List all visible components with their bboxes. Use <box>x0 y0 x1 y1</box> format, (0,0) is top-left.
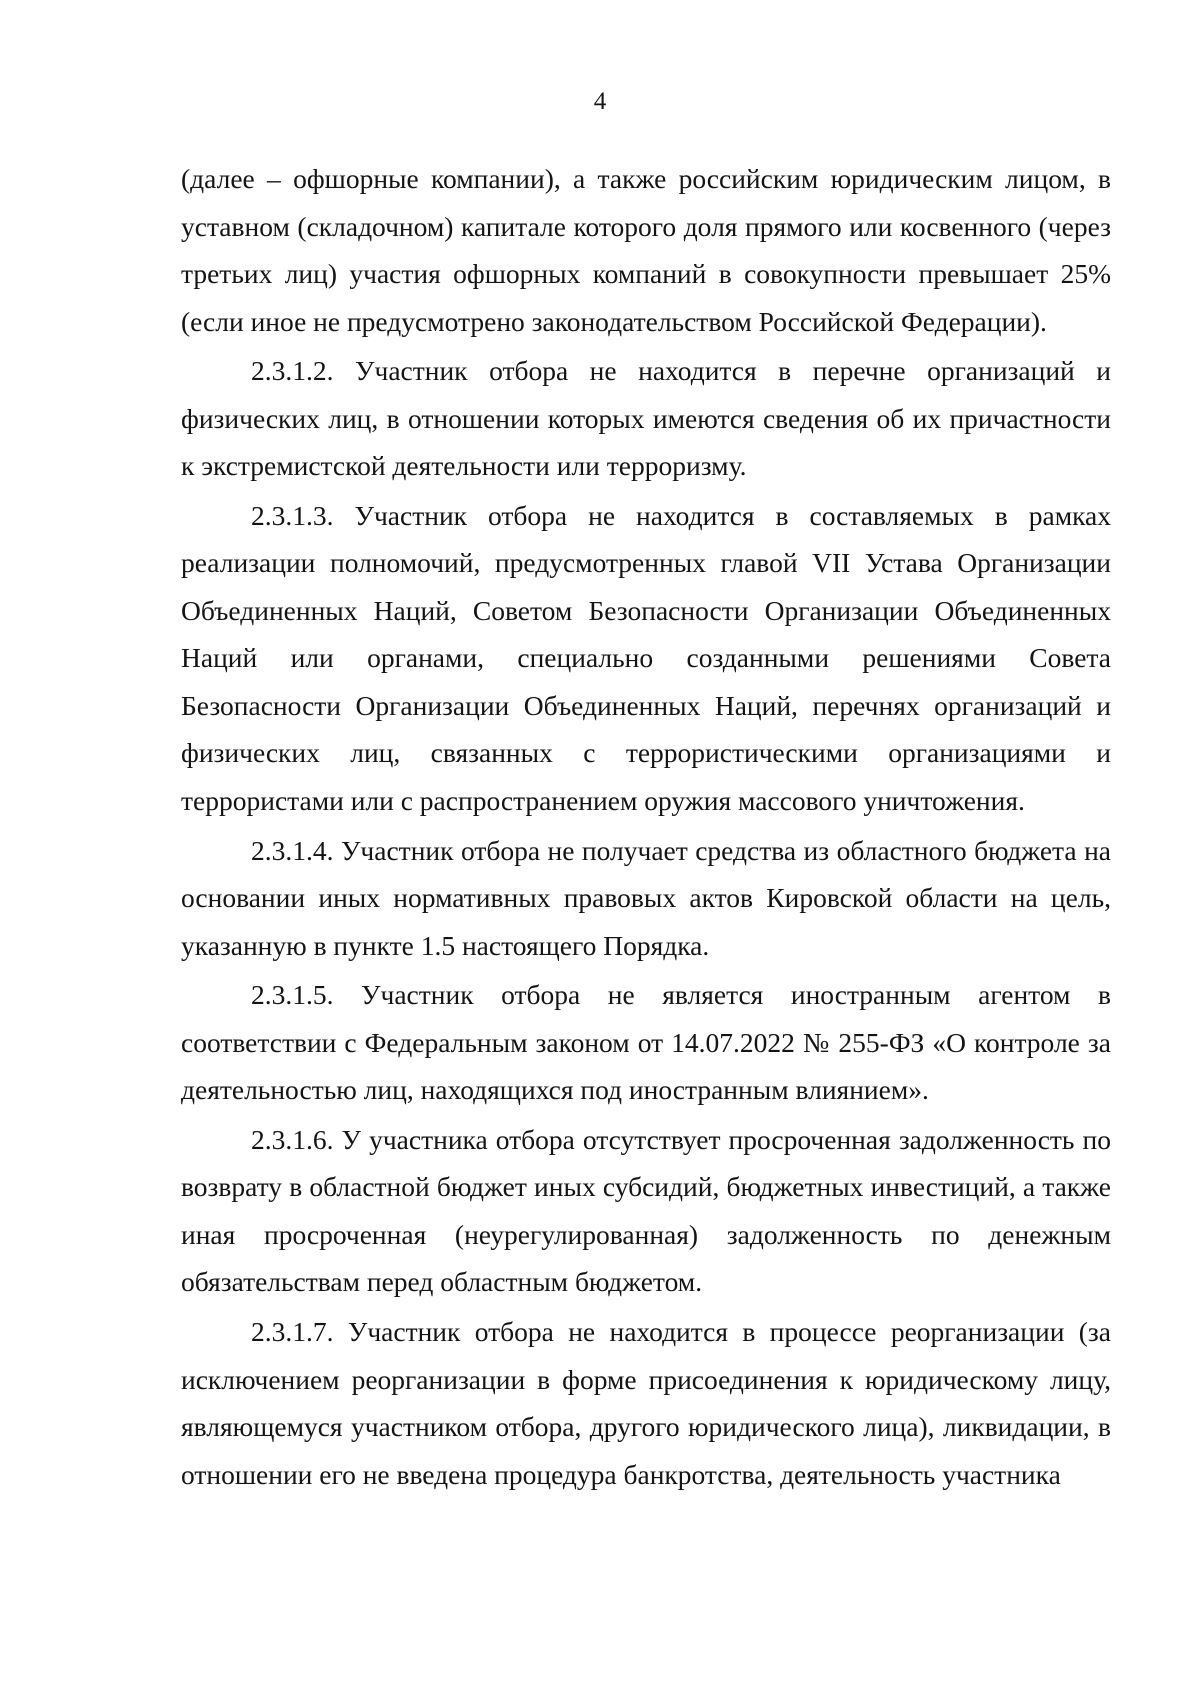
paragraph-2-3-1-5: 2.3.1.5. Участник отбора не является иностранным агентом в соответствии с Федеральным законом от 14.07.2022 № 255-ФЗ «О контроле за деятельностью лиц, находящихся под иностранным влиянием». <box>181 979 1111 1106</box>
page-number: 4 <box>593 88 607 115</box>
paragraph-2-3-1-4: 2.3.1.4. Участник отбора не получает средства из областного бюджета на основании иных нормативных правовых актов Кировской области на цель, указанную в пункте 1.5 настоящего Порядка. <box>181 834 1111 961</box>
paragraph-2-3-1-7: 2.3.1.7. Участник отбора не находится в процессе реорганизации (за исключением реорганизации в форме присоединения к юридическому лицу, являющемуся участником отбора, другого юридического лица), ликвидации, в отношении его не введена процедура банкротства, деятельность участника <box>181 1316 1111 1490</box>
paragraph-2-3-1-3: 2.3.1.3. Участник отбора не находится в составляемых в рамках реализации полномочий, предусмотренных главой VII Устава Организации Объединенных Наций, Советом Безопасности Организации Объединенных Наций или органами, специально созданными решениями Совета Безопасности Организации Объединенных Наций, перечнях организаций и физических лиц, связанных с террористическими организациями и террористами или с распространением оружия массового уничтожения. <box>181 499 1111 816</box>
document-body <box>181 155 1111 1500</box>
paragraph-2-3-1-6: 2.3.1.6. У участника отбора отсутствует просроченная задолженность по возврату в областной бюджет иных субсидий, бюджетных инвестиций, а также иная просроченная (неурегулированная) задолженность по денежным обязательствам перед областным бюджетом. <box>181 1123 1111 1298</box>
paragraph-2-3-1-2: 2.3.1.2. Участник отбора не находится в перечне организаций и физических лиц, в отношении которых имеются сведения об их причастности к экстремистской деятельности или терроризму. <box>181 355 1111 482</box>
paragraph-offshore-continuation: (далее – офшорные компании), а также российским юридическим лицом, в уставном (складочном) капитале которого доля прямого или косвенного (через третьих лиц) участия офшорных компаний в совокупности превышает 25% (если иное не предусмотрено законодательством Российской Федерации). <box>181 163 1111 337</box>
